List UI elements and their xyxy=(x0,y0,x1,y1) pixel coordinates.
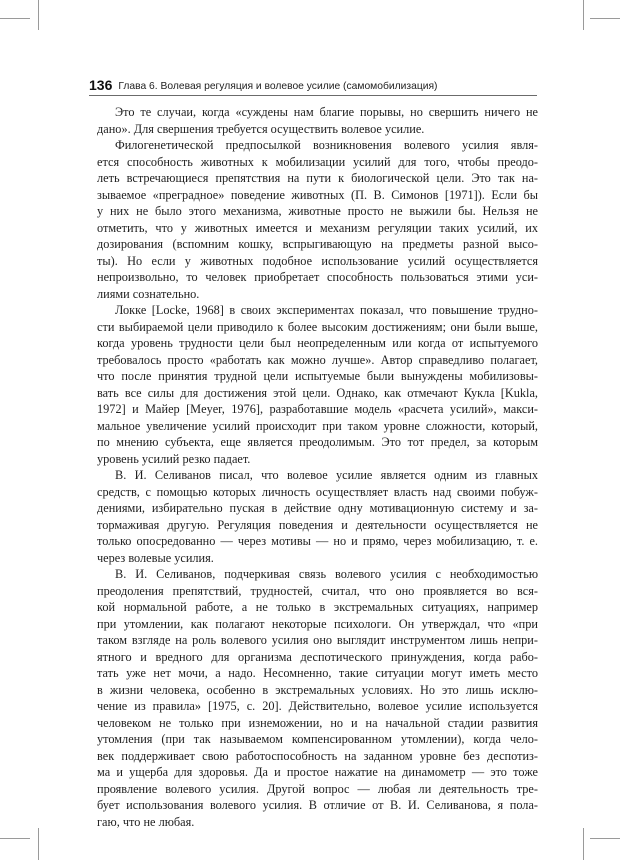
text-line: преодоления препятствий, трудностей, считал, что оно проявляется во вся- xyxy=(97,583,538,598)
text-line: тормаживая другую. Регуляция поведения и деятельности осуществляется не xyxy=(97,517,538,532)
crop-mark-bottom-left-v xyxy=(38,828,39,860)
text-line: В. И. Селиванов, подчеркивая связь волевого усилия с необходимостью xyxy=(115,567,538,581)
text-line: непроизвольно, то человек приобретает способность пользоваться этими уси- xyxy=(97,270,538,284)
text-line: ма и ущерба для здоровья. Да и простое нажатие на динамометр — это тоже xyxy=(97,765,538,779)
text-line: дениями, избирательно пуская в действие одну мотивационную систему и за- xyxy=(97,501,538,515)
text-line: утомления (при так называемом компенсированном утомлении), когда чело- xyxy=(97,732,538,746)
text-line: дозирования (вспомним кошку, вспрыгивающую на предметы разной высо- xyxy=(97,237,538,251)
text-line: ты). Но если у животных подобное использование усилий осуществляется xyxy=(97,253,538,268)
text-line: лиями сознательно. xyxy=(97,286,200,301)
text-line: что после принятия трудной цели испытуемые были вынуждены мобилизовы- xyxy=(97,369,538,383)
paragraph xyxy=(97,566,538,830)
text-line: уровень усилий резко падает. xyxy=(97,451,251,466)
text-line: чение из правила» [1975, с. 20]. Действительно, волевое усилие используется xyxy=(97,699,538,713)
text-line: таком взгляде на роль волевого усилия оно выглядит инструментом лишь непри- xyxy=(97,633,538,647)
paragraph xyxy=(97,137,538,302)
body-text xyxy=(97,104,538,830)
crop-mark-top-right-h xyxy=(590,18,620,19)
text-line: гаю, что не любая. xyxy=(97,814,195,829)
crop-mark-top-left-v xyxy=(38,0,39,30)
text-line: ятного и вредного для организма деспотического принуждения, когда рабо- xyxy=(97,649,538,664)
text-line: мальное увеличение усилий происходит при таком уровне сложности, который, xyxy=(97,418,538,433)
text-line: кой нормальной работе, а не только в экстремальных ситуациях, например xyxy=(97,600,538,614)
crop-mark-top-right-v xyxy=(583,0,584,30)
text-line: тать уже нет мочи, а надо. Несомненно, такие ситуации могут иметь место xyxy=(97,666,538,680)
crop-mark-top-left-h xyxy=(0,18,30,19)
text-line: человеком не только при изнеможении, но и на начальной стадии развития xyxy=(97,715,538,730)
crop-mark-bottom-right-h xyxy=(590,838,620,839)
text-line: через волевые усилия. xyxy=(97,550,214,565)
page-header xyxy=(89,74,537,96)
paragraph xyxy=(97,104,538,137)
text-line: леть встречающиеся препятствия на пути к биологической цели. Это так на- xyxy=(97,171,538,185)
text-line: бует использования волевого усилия. В отличие от В. И. Селиванова, я пола- xyxy=(97,798,538,812)
text-line: отметить, что у животных имеется и механизм регуляции таких усилий, их xyxy=(97,220,538,235)
text-line: век поддерживает свою работоспособность на заданном уровне без деспотиз- xyxy=(97,748,538,763)
text-line: в жизни человека, особенно в экстремальных условиях. Но это лишь исклю- xyxy=(97,682,538,697)
crop-mark-bottom-right-v xyxy=(583,828,584,860)
text-line: сти выбираемой цели приводило к более высоким достижениям; они были выше, xyxy=(97,319,538,334)
text-line: у них не было этого механизма, животные просто не выжили бы. Нельзя не xyxy=(97,204,538,218)
text-line: Филогенетической предпосылкой возникновения волевого усилия явля- xyxy=(115,138,538,152)
text-line: ется способность животных к мобилизации усилий для того, чтобы преодо- xyxy=(97,154,538,169)
text-line: по мнению субъекта, еще является преодолимым. Это тот предел, за которым xyxy=(97,435,538,449)
text-line: зываемое «преградное» поведение животных (П. В. Симонов [1971]). Если бы xyxy=(97,187,538,202)
text-line: только опосредованно — через мотивы — но и прямо, через мобилизацию, т. е. xyxy=(97,534,538,548)
text-line: дано». Для свершения требуется осуществить волевое усилие. xyxy=(97,121,425,136)
text-line: когда уровень трудности цели был неопределенным или когда от испытуемого xyxy=(97,336,538,350)
text-line: средств, с помощью которых личность осуществляет власть над своими побуж- xyxy=(97,484,538,499)
paragraph xyxy=(97,467,538,566)
crop-mark-bottom-left-h xyxy=(0,838,30,839)
text-line: В. И. Селиванов писал, что волевое усилие является одним из главных xyxy=(115,468,538,482)
text-line: требовалось просто «работать как можно лучше». Автор справедливо полагает, xyxy=(97,352,538,367)
text-line: при утомлении, как полагают некоторые психологи. Он утверждал, что «при xyxy=(97,616,538,631)
text-line: проявление волевого усилия. Другой вопрос — любая ли деятельность тре- xyxy=(97,781,538,796)
running-title: Глава 6. Волевая регуляция и волевое усилие (самомобилизация) xyxy=(118,80,438,92)
paragraph xyxy=(97,302,538,467)
text-line: Это те случаи, когда «суждены нам благие порывы, но свершить ничего не xyxy=(115,105,538,119)
text-line: вать все силы для достижения этой цели. Однако, как отмечают Кукла [Kukla, xyxy=(97,385,538,400)
page-number: 136 xyxy=(89,77,113,93)
text-line: Локке [Locke, 1968] в своих экспериментах показал, что повышение трудно- xyxy=(115,303,538,317)
text-line: 1972] и Майер [Meyer, 1976], разработавшие модель «расчета усилий», макси- xyxy=(97,402,538,416)
